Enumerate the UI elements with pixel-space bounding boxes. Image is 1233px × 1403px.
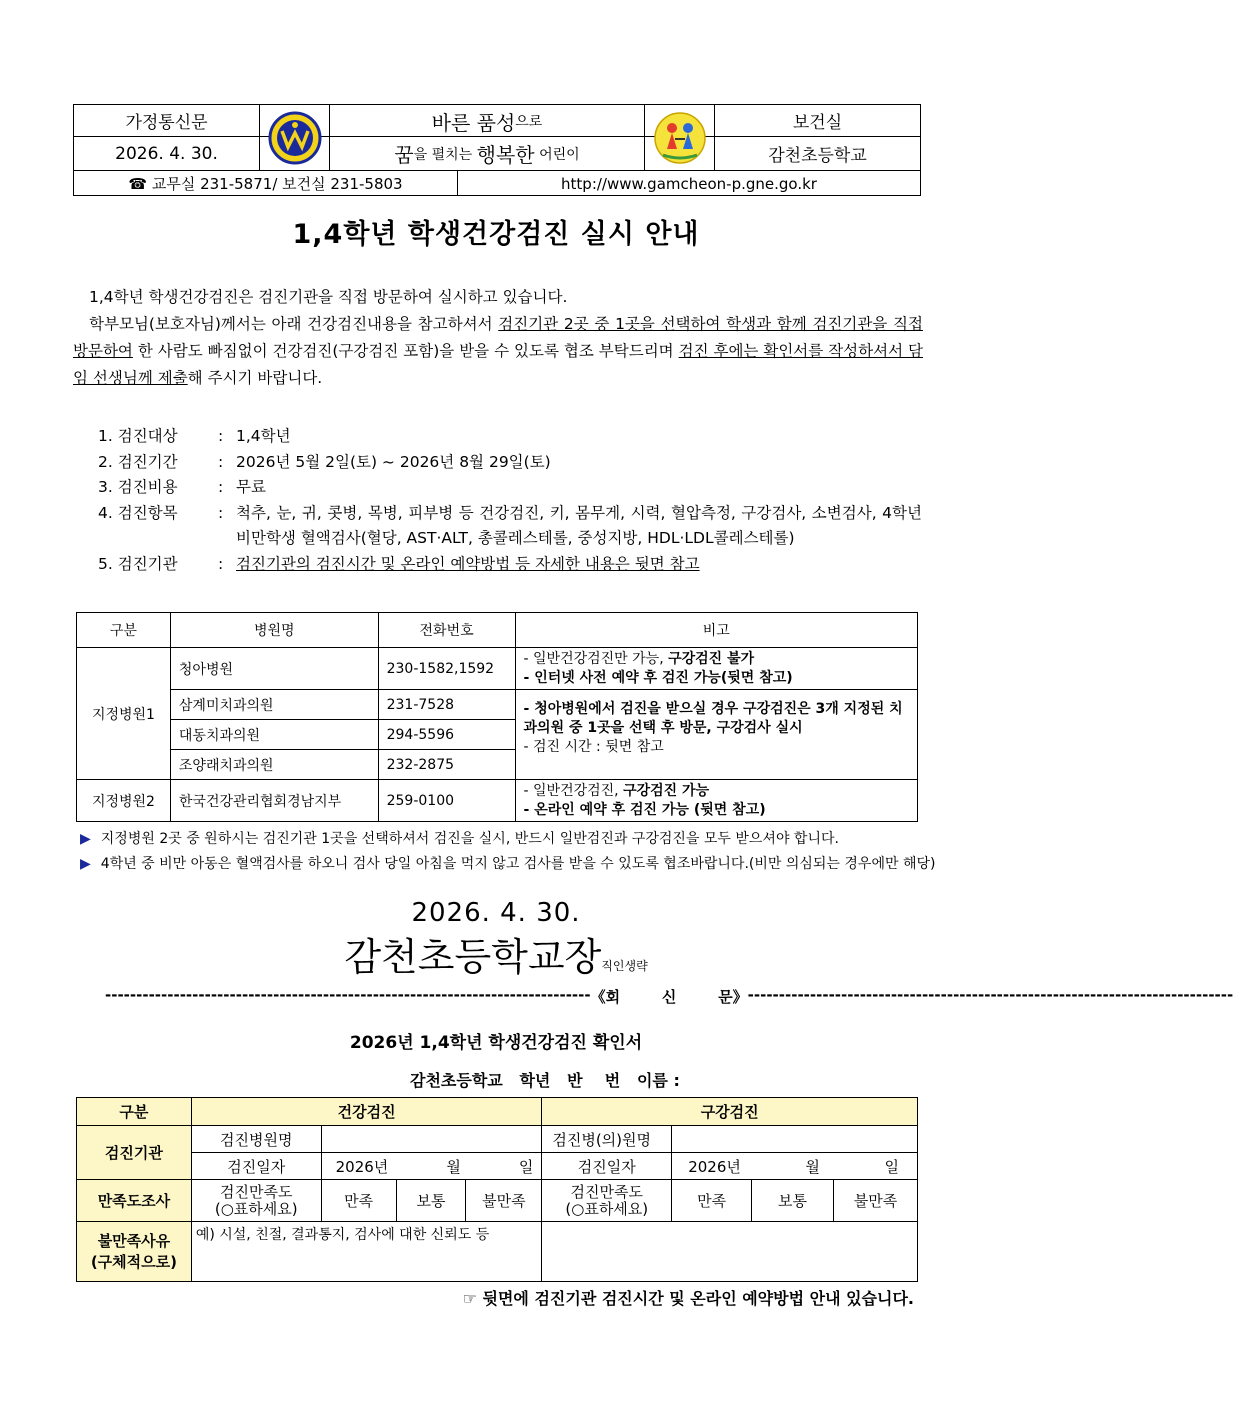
item-label: 4. 검진항목 bbox=[98, 503, 178, 522]
day-text: 일 bbox=[884, 1157, 899, 1176]
school-name: 감천초등학교 bbox=[768, 146, 867, 166]
table-row bbox=[77, 1222, 918, 1282]
dental-neutral-option[interactable]: 보통 bbox=[752, 1180, 834, 1222]
intro-text: 한 사람도 빠짐없이 건강검진(구강검진 포함)을 받을 수 있도록 협조 부탁드리며 bbox=[132, 342, 679, 360]
item-colon: : bbox=[218, 427, 224, 445]
intro-text-underlined: 검진기관 2곳 중 1곳을 선택하여 학생과 함께 검진기관을 직접 방문하여 bbox=[73, 315, 923, 360]
hospital-name: 청아병원 bbox=[170, 648, 378, 690]
header-cell: 구분 bbox=[77, 1098, 192, 1126]
motto-text: 을 펼치는 bbox=[413, 146, 477, 163]
school-motto-line2 bbox=[330, 137, 644, 170]
item-value: 2026년 5월 2일(토) ~ 2026년 8월 29일(토) bbox=[236, 452, 551, 471]
note-line bbox=[524, 650, 909, 669]
confirm-title: 2026년 1,4학년 학생건강검진 확인서 bbox=[349, 1033, 643, 1053]
seal-note: 직인생략 bbox=[601, 959, 648, 973]
triangle-bullet-icon: ▶ bbox=[80, 856, 91, 872]
item-value: 무료 bbox=[236, 478, 266, 496]
notice-line bbox=[80, 828, 839, 848]
row-label-text: (구체적으로) bbox=[90, 1252, 177, 1271]
year-text: 2026년 bbox=[335, 1157, 389, 1176]
field-label: 검진병(의)원명 bbox=[542, 1126, 672, 1153]
table-row bbox=[77, 1180, 918, 1222]
item-colon: : bbox=[218, 503, 224, 522]
item-label: 1. 검진대상 bbox=[98, 427, 178, 445]
motto-text: 어린이 bbox=[534, 146, 580, 163]
header-cell: 구강검진 bbox=[542, 1098, 918, 1126]
month-text: 월 bbox=[805, 1157, 820, 1176]
year-text: 2026년 bbox=[688, 1157, 741, 1176]
dental-reason-input[interactable] bbox=[542, 1222, 918, 1282]
note-text: - 일반건강검진만 가능, bbox=[523, 650, 669, 667]
note-line bbox=[524, 782, 909, 801]
footer-note: ☞ 뒷면에 검진기관 검진시간 및 온라인 예약방법 안내 있습니다. bbox=[462, 1289, 914, 1308]
table-header-cell: 구분 bbox=[77, 613, 171, 648]
note-line: - 인터넷 사전 예약 후 검진 가능(뒷면 참고) bbox=[523, 669, 793, 686]
row-label: 검진기관 bbox=[77, 1126, 192, 1180]
table-header-cell: 비고 bbox=[515, 613, 917, 648]
motto-text: 행복한 bbox=[476, 143, 535, 167]
table-header-cell: 전화번호 bbox=[378, 613, 515, 648]
principal-signature bbox=[0, 926, 992, 981]
health-date-input[interactable] bbox=[321, 1153, 542, 1180]
item-colon: : bbox=[218, 554, 224, 573]
dental-satisfied-option[interactable]: 만족 bbox=[672, 1180, 752, 1222]
field-label bbox=[191, 1180, 321, 1222]
health-reason-input[interactable] bbox=[191, 1222, 542, 1282]
department-label: 보건실 bbox=[792, 113, 843, 133]
intro-text: 학부모님(보호자님)께서는 아래 건강검진내용을 참고하셔서 bbox=[89, 315, 499, 333]
principal-name: 감천초등학교장 bbox=[344, 935, 602, 979]
school-motto-line1 bbox=[330, 105, 644, 137]
row-label-text: 불만족사유 bbox=[97, 1231, 171, 1250]
hospital-name: 조양래치과의원 bbox=[170, 750, 378, 780]
page-title: 1,4학년 학생건강검진 실시 안내 bbox=[292, 219, 700, 250]
dental-unsatisfied-option[interactable]: 불만족 bbox=[834, 1180, 918, 1222]
field-label-text: (○표하세요) bbox=[214, 1199, 298, 1218]
intro-text: 해 주시기 바랍니다. bbox=[187, 369, 323, 387]
dental-hospital-input[interactable] bbox=[672, 1126, 918, 1153]
row-label: 만족도조사 bbox=[77, 1180, 192, 1222]
hospital-name: 한국건강관리협회경남지부 bbox=[170, 780, 378, 822]
group-label: 지정병원1 bbox=[77, 648, 171, 780]
hospital-note bbox=[515, 780, 917, 822]
sign-date: 2026. 4. 30. bbox=[411, 898, 581, 928]
motto-text: 꿈 bbox=[394, 143, 414, 167]
row-label bbox=[77, 1222, 192, 1282]
dashed-divider: ------------------------------------------------------------------------------ bbox=[105, 986, 591, 1004]
group-label: 지정병원2 bbox=[77, 780, 171, 822]
hospital-phone: 230-1582,1592 bbox=[378, 648, 515, 690]
table-row bbox=[77, 690, 918, 720]
hospital-phone: 294-5596 bbox=[378, 720, 515, 750]
list-item bbox=[98, 552, 922, 578]
field-label-text: 검진만족도 bbox=[220, 1182, 293, 1201]
hospital-note bbox=[515, 648, 917, 690]
note-text-bold: 구강검진 불가 bbox=[668, 650, 755, 667]
item-value: 검진기관의 검진시간 및 온라인 예약방법 등 자세한 내용은 뒷면 참고 bbox=[236, 554, 700, 573]
list-item bbox=[98, 475, 922, 501]
day-text: 일 bbox=[518, 1157, 534, 1176]
motto-text: 으로 bbox=[515, 114, 543, 130]
table-row bbox=[77, 1126, 918, 1153]
cut-line bbox=[105, 986, 1233, 1007]
field-label bbox=[542, 1180, 672, 1222]
field-label: 검진일자 bbox=[542, 1153, 672, 1180]
field-label: 검진일자 bbox=[191, 1153, 321, 1180]
item-label: 2. 검진기간 bbox=[98, 452, 178, 471]
school-url-link[interactable]: http://www.gamcheon-p.gne.go.kr bbox=[561, 174, 817, 193]
phone-line: ☎ 교무실 231-5871/ 보건실 231-5803 bbox=[128, 175, 403, 193]
field-label-text: (○표하세요) bbox=[565, 1199, 649, 1218]
table-header-row bbox=[77, 613, 918, 648]
month-text: 월 bbox=[446, 1157, 461, 1176]
dashed-divider: ------------------------------------------------------------------------------ bbox=[747, 986, 1233, 1004]
hospital-phone: 231-7528 bbox=[378, 690, 515, 720]
note-text-bold: 구강검진 가능 bbox=[623, 782, 710, 799]
item-value: 1,4학년 bbox=[236, 427, 291, 445]
note-text: - 일반건강검진, bbox=[523, 782, 624, 799]
triangle-bullet-icon: ▶ bbox=[80, 831, 91, 847]
dental-date-input[interactable] bbox=[672, 1153, 918, 1180]
children-mascot-logo bbox=[645, 105, 714, 170]
table-row bbox=[77, 780, 918, 822]
health-satisfied-option[interactable]: 만족 bbox=[321, 1180, 396, 1222]
field-label: 검진병원명 bbox=[191, 1126, 321, 1153]
hospital-phone: 232-2875 bbox=[378, 750, 515, 780]
hospital-name: 대동치과의원 bbox=[170, 720, 378, 750]
header-box bbox=[73, 104, 921, 196]
table-header-row bbox=[77, 1098, 918, 1126]
intro-line: 1,4학년 학생건강검진은 검진기관을 직접 방문하여 실시하고 있습니다. bbox=[89, 288, 568, 306]
notice-text: 4학년 중 비만 아동은 혈액검사를 하오니 검사 당일 아침을 먹지 않고 검사를 받을 수 있도록 협조바랍니다.(비만 의심되는 경우에만 해당) bbox=[100, 856, 936, 872]
table-row bbox=[77, 648, 918, 690]
item-label: 5. 검진기관 bbox=[98, 554, 178, 573]
header-cell: 건강검진 bbox=[191, 1098, 542, 1126]
table-header-cell: 병원명 bbox=[170, 613, 378, 648]
list-item bbox=[98, 424, 922, 450]
item-value: 척추, 눈, 귀, 콧병, 목병, 피부병 등 건강검진, 키, 몸무게, 시력, 혈압측정, 구강검사, 소변검사, 4학년 비만학생 혈액검사(혈당, AST·ALT, 총콜레스테롤, 중성지방, HDL·LDL콜레스테롤) bbox=[236, 503, 922, 547]
item-colon: : bbox=[218, 478, 224, 496]
exam-info-list bbox=[98, 424, 922, 577]
newsletter-label: 가정통신문 bbox=[125, 113, 208, 133]
reply-label: 《회 신 문》 bbox=[590, 988, 748, 1006]
reason-example: 예) 시설, 친절, 결과통지, 검사에 대한 신뢰도 등 bbox=[195, 1227, 490, 1243]
confirmation-table bbox=[76, 1097, 918, 1282]
hospital-name: 삼계미치과의원 bbox=[170, 690, 378, 720]
field-label-text: 검진만족도 bbox=[570, 1182, 643, 1201]
school-emblem-logo bbox=[260, 105, 329, 170]
intro-paragraph bbox=[73, 311, 923, 392]
health-neutral-option[interactable]: 보통 bbox=[396, 1180, 466, 1222]
notice-text: 지정병원 2곳 중 원하시는 검진기관 1곳을 선택하셔서 검진을 실시, 반드시 일반검진과 구강검진을 모두 받으셔야 합니다. bbox=[100, 831, 839, 847]
list-item bbox=[98, 501, 922, 552]
intro-text-underlined: 검진 후에는 확인서를 작성하셔서 담임 선생님께 제출 bbox=[73, 342, 923, 387]
hospital-phone: 259-0100 bbox=[378, 780, 515, 822]
item-colon: : bbox=[218, 452, 224, 471]
health-hospital-input[interactable] bbox=[321, 1126, 542, 1153]
note-line: - 청아병원에서 검진을 받으실 경우 구강검진은 3개 지정된 치과의원 중 1곳을 선택 후 방문, 구강검사 실시 bbox=[523, 701, 903, 736]
item-label: 3. 검진비용 bbox=[98, 478, 178, 496]
health-unsatisfied-option[interactable]: 불만족 bbox=[466, 1180, 542, 1222]
hospital-table bbox=[76, 612, 918, 822]
issue-date: 2026. 4. 30. bbox=[115, 143, 218, 164]
hospital-note bbox=[515, 690, 917, 780]
list-item bbox=[98, 450, 922, 476]
student-info-line: 감천초등학교 학년 반 번 이름 : bbox=[410, 1071, 680, 1090]
table-row bbox=[77, 1153, 918, 1180]
note-line: - 온라인 예약 후 검진 가능 (뒷면 참고) bbox=[523, 801, 766, 818]
motto-text: 바른 품성 bbox=[431, 110, 516, 135]
note-line: - 검진 시간 : 뒷면 참고 bbox=[523, 739, 664, 755]
notice-line bbox=[80, 853, 935, 873]
